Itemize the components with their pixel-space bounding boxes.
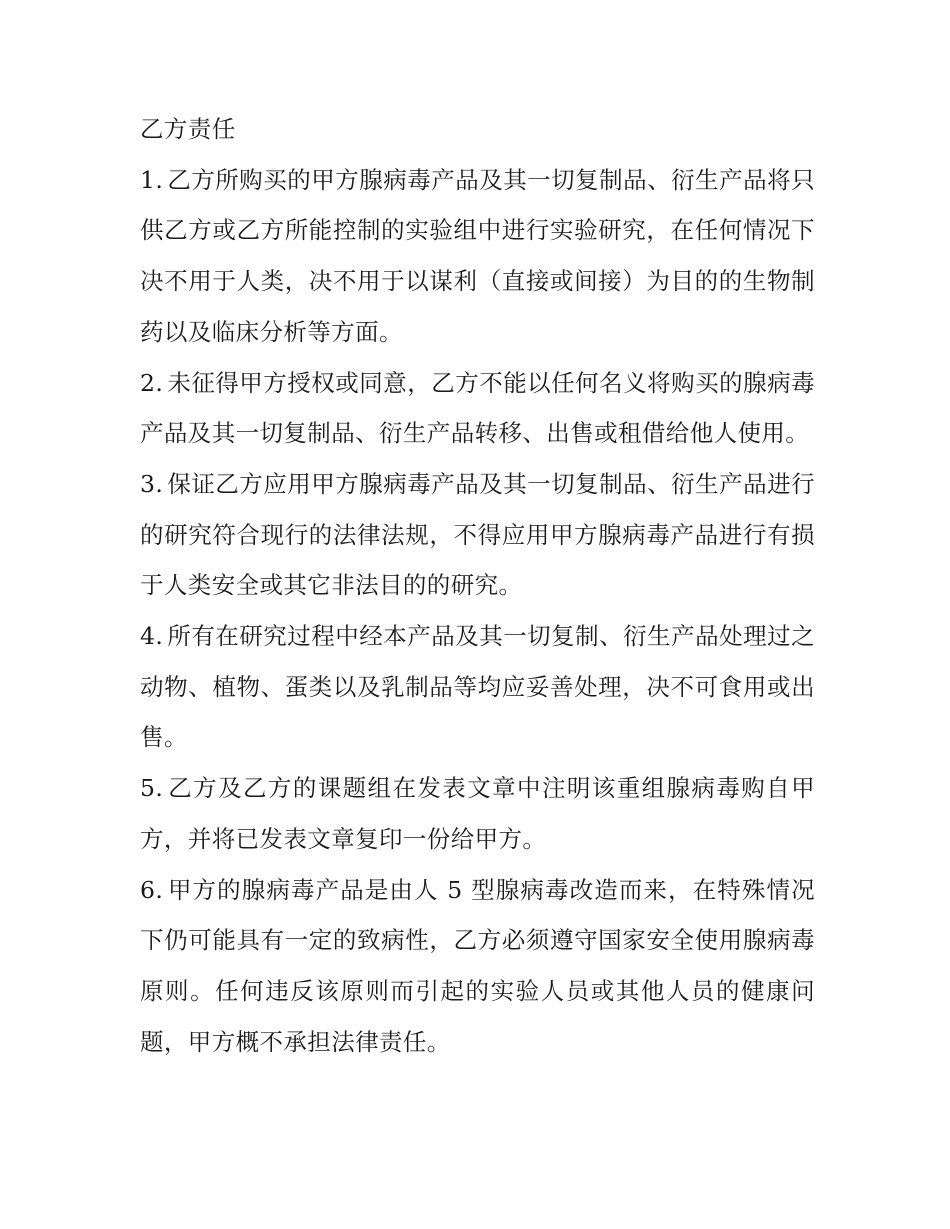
clause-text: 保证乙方应用甲方腺病毒产品及其一切复制品、衍生产品进行的研究符合现行的法律法规，不得应用甲方腺病毒产品进行有损于人类安全或其它非法目的的研究。	[140, 469, 815, 600]
clause-number: 5.	[140, 774, 164, 803]
clause-text: 所有在研究过程中经本产品及其一切复制、衍生产品处理过之动物、植物、蛋类以及乳制品等均应妥善处理，决不可食用或出售。	[140, 622, 815, 752]
clause-2	[140, 358, 815, 459]
document-page	[140, 104, 815, 1067]
clause-number: 3.	[140, 469, 164, 498]
clause-number: 1.	[140, 165, 164, 194]
clause-6	[140, 865, 815, 1068]
clause-1	[140, 155, 815, 358]
clause-4	[140, 611, 815, 763]
clause-5	[140, 763, 815, 864]
clause-text: 未征得甲方授权或同意，乙方不能以任何名义将购买的腺病毒产品及其一切复制品、衍生产品转移、出售或租借给他人使用。	[140, 368, 815, 448]
section-heading: 乙方责任	[140, 115, 236, 143]
clause-text: 乙方所购买的甲方腺病毒产品及其一切复制品、衍生产品将只供乙方或乙方所能控制的实验组中进行实验研究，在任何情况下决不用于人类，决不用于以谋利（直接或间接）为目的的生物制药以及临床分析等方面。	[140, 165, 815, 346]
clause-number: 2.	[140, 368, 164, 397]
clause-text: 乙方及乙方的课题组在发表文章中注明该重组腺病毒购自甲方，并将已发表文章复印一份给甲方。	[140, 774, 815, 853]
clause-text: 甲方的腺病毒产品是由人 5 型腺病毒改造而来，在特殊情况下仍可能具有一定的致病性，乙方必须遵守国家安全使用腺病毒原则。任何违反该原则而引起的实验人员或其他人员的健康问题，甲方概不承担法律责任。	[140, 875, 815, 1056]
clause-number: 4.	[140, 622, 164, 651]
clause-3	[140, 459, 815, 611]
clause-number: 6.	[140, 875, 164, 904]
